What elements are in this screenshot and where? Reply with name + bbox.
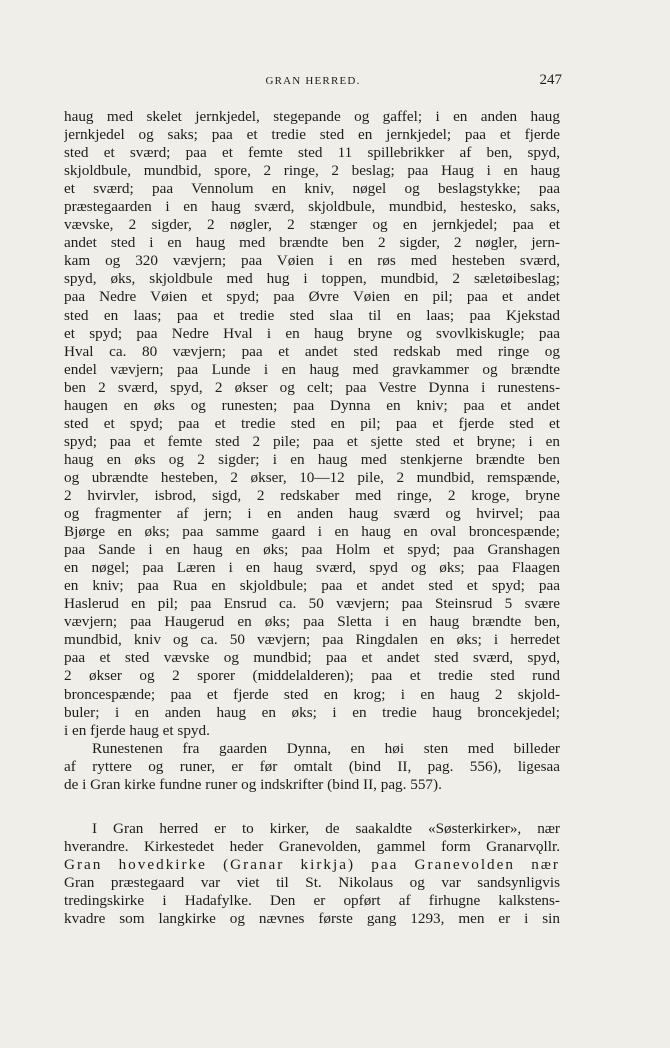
text-line: haug en øks og 2 sigder; i en haug med stenkjerne brændte ben — [64, 450, 560, 468]
text-line: et spyd; paa Nedre Hval i en haug bryne og svovlkiskugle; paa — [64, 324, 560, 342]
text-line: og fragmenter af jern; i en anden haug sværd og hvirvel; paa — [64, 505, 560, 523]
text-line: paa et sted vævske og mundbid; paa et andet sted sværd, spyd, — [64, 649, 560, 667]
text-line: og ubrændte hesteben, 2 økser, 10—12 pile, 2 mundbid, remspænde, — [64, 468, 560, 486]
text-line: buler; i en anden haug en øks; i en tredie haug broncekjedel; — [64, 703, 560, 721]
text-line: vævjern; paa Haugerud en øks; paa Sletta i en haug brændte ben, — [64, 613, 560, 631]
running-title: GRAN HERRED. — [265, 75, 361, 87]
text-line: sted en laas; paa et tredie sted slaa til en laas; paa Kjekstad — [64, 306, 560, 324]
page-number: 247 — [539, 72, 562, 88]
text-line: I Gran herred er to kirker, de saakaldte «Søsterkirker», nær — [92, 819, 560, 837]
text-line: i en fjerde haug et spyd. — [64, 721, 210, 739]
text-line: de i Gran kirke fundne runer og indskrifter (bind II, pag. 557). — [64, 775, 442, 793]
text-line: haugen en øks og runesten; paa Dynna en kniv; paa et andet — [64, 396, 560, 414]
text-line: mundbid, kniv og ca. 50 vævjern; paa Ringdalen en øks; i herredet — [64, 631, 560, 649]
paragraph-churches — [64, 820, 560, 928]
text-line: Gran præstegaard var viet til St. Nikolaus og var sandsynligvis — [64, 873, 560, 891]
text-line: en kniv; paa Rua en skjoldbule; paa et andet sted et spyd; paa — [64, 577, 560, 595]
text-line: Hval ca. 80 vævjern; paa et andet sted redskab med ringe og — [64, 342, 560, 360]
text-line: Runestenen fra gaarden Dynna, en høi sten med billeder — [92, 739, 560, 757]
paragraph-runestone — [64, 740, 560, 794]
text-line: paa Sande i en haug en øks; paa Holm et spyd; paa Granshagen — [64, 541, 560, 559]
text-line: jernkjedel og saks; paa et tredie sted en jernkjedel; paa et fjerde — [64, 126, 560, 144]
text-line: paa Nedre Vøien et spyd; paa Øvre Vøien en pil; paa et andet — [64, 288, 560, 306]
paragraph-finds-list — [64, 108, 560, 740]
text-line: Haslerud en pil; paa Ensrud ca. 50 vævjern; paa Steinsrud 5 svære — [64, 595, 560, 613]
text-line: Gran hovedkirke (Granar kirkja) paa Granevolden nær — [64, 855, 560, 873]
text-line: broncespænde; paa et fjerde sted en krog; i en haug 2 skjold- — [64, 685, 560, 703]
text-line: skjoldbule, mundbid, spore, 2 ringe, 2 beslag; paa Haug i en haug — [64, 162, 560, 180]
running-head — [64, 72, 562, 90]
text-line: spyd, øks, skjoldbule med hug i toppen, mundbid, 2 sæletøibeslag; — [64, 270, 560, 288]
paragraph-gap — [64, 794, 560, 820]
text-line: spyd; paa et femte sted 2 pile; paa et sjette sted et bryne; i en — [64, 432, 560, 450]
text-line: vævske, 2 sigder, 2 nøgler, 2 stænger og en jernkjedel; paa et — [64, 216, 560, 234]
text-line: hverandre. Kirkestedet heder Granevolden, gammel form Granarvǫllr. — [64, 837, 560, 855]
text-line: sted et sværd; paa et femte sted 11 spillebrikker af ben, spyd, — [64, 144, 560, 162]
text-line: Bjørge en øks; paa samme gaard i en haug en oval broncespænde; — [64, 523, 560, 541]
text-line: en nøgel; paa Læren i en haug sværd, spyd og øks; paa Flaagen — [64, 559, 560, 577]
text-line: kvadre som langkirke og nævnes første gang 1293, men er i sin — [64, 910, 560, 928]
text-line: haug med skelet jernkjedel, stegepande og gaffel; i en anden haug — [64, 108, 560, 125]
text-line: ben 2 sværd, spyd, 2 økser og celt; paa Vestre Dynna i runestens- — [64, 378, 560, 396]
text-line: af ryttere og runer, er før omtalt (bind II, pag. 556), ligesaa — [64, 757, 560, 775]
text-line: tredingskirke i Hadafylke. Den er opført af firhugne kalkstens- — [64, 891, 560, 909]
text-line: endel vævjern; paa Lunde i en haug med gravkammer og brændte — [64, 360, 560, 378]
body-text — [64, 108, 560, 928]
text-line: 2 hvirvler, isbrod, sigd, 2 redskaber med ringe, 2 kroge, bryne — [64, 486, 560, 504]
text-line: kam og 320 vævjern; paa Vøien i en røs med hesteben sværd, — [64, 252, 560, 270]
text-line: præstegaarden i en haug sværd, skjoldbule, mundbid, hestesko, saks, — [64, 198, 560, 216]
text-line: andet sted i en haug med brændte ben 2 sigder, 2 nøgler, jern- — [64, 234, 560, 252]
text-line: sted et spyd; paa et tredie sted en pil; paa et fjerde sted et — [64, 414, 560, 432]
text-line: et sværd; paa Vennolum en kniv, nøgel og beslagstykke; paa — [64, 180, 560, 198]
text-line: 2 økser og 2 sporer (middelalderen); paa et tredie sted rund — [64, 667, 560, 685]
